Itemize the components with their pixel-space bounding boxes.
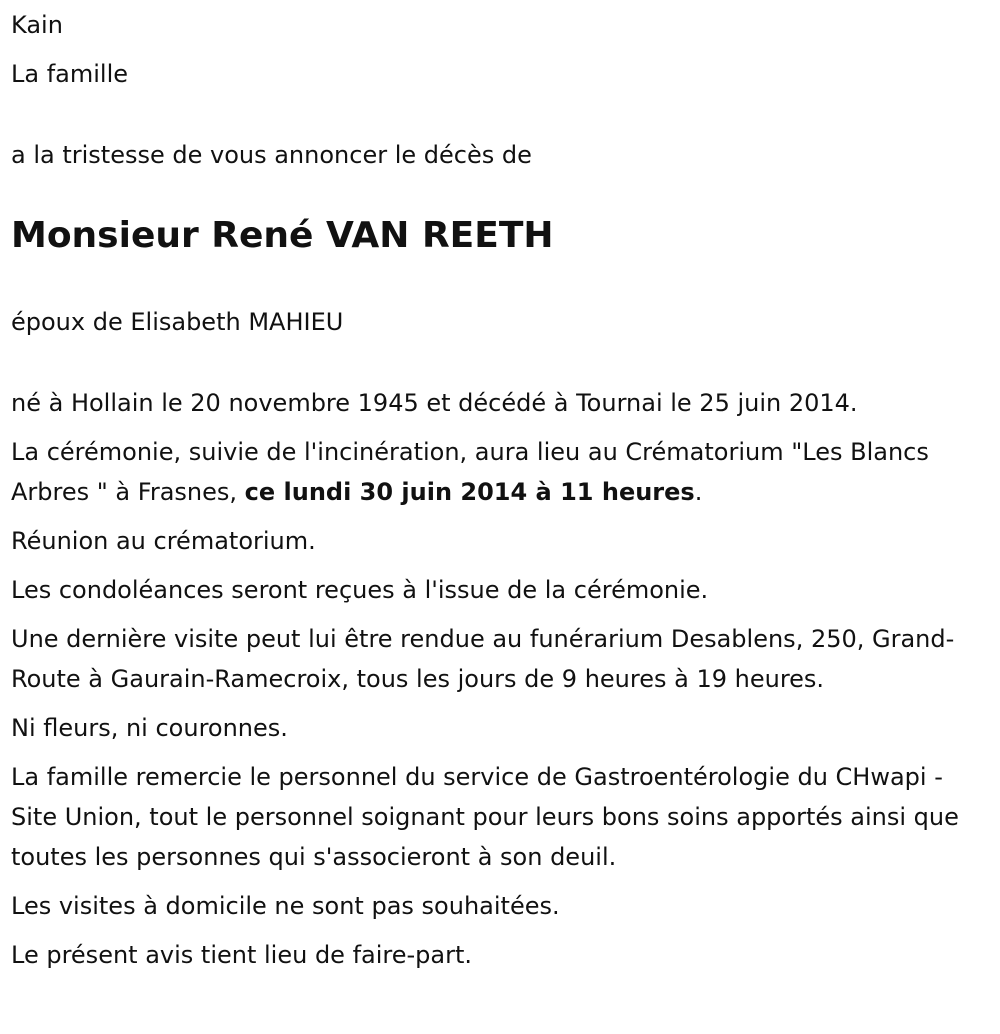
family-heading: La famille (11, 60, 129, 88)
notice-body (11, 383, 986, 984)
intro-text: a la tristesse de vous annoncer le décès de (11, 141, 532, 169)
ceremony-date-time: ce lundi 30 juin 2014 à 11 heures (244, 478, 695, 506)
last-visit-text: Une dernière visite peut lui être rendue au funérarium Desablens, 250, Grand-Route à Gaurain-Ramecroix, tous les jours de 9 heures à 19 heures. (11, 625, 955, 693)
condolences-text: Les condoléances seront reçues à l'issue de la cérémonie. (11, 576, 709, 604)
flowers-text: Ni fleurs, ni couronnes. (11, 714, 288, 742)
spouse-text: époux de Elisabeth MAHIEU (11, 308, 344, 336)
birth-death-text: né à Hollain le 20 novembre 1945 et décédé à Tournai le 25 juin 2014. (11, 389, 858, 417)
ceremony-text (11, 432, 986, 512)
thanks-text: La famille remercie le personnel du service de Gastroentérologie du CHwapi - Site Union, tout le personnel soignant pour leurs bons soins apportés ainsi que toutes les personnes qui s'associeront à son deuil. (11, 763, 959, 871)
ceremony-text-end: . (694, 478, 703, 506)
location-text: Kain (11, 11, 63, 39)
home-visits-text: Les visites à domicile ne sont pas souhaitées. (11, 892, 560, 920)
ceremony-text-start: La cérémonie, suivie de l'incinération, aura lieu au Crématorium "Les Blancs Arbres " à Frasnes, (11, 438, 929, 506)
announcement-text: Le présent avis tient lieu de faire-part. (11, 941, 473, 969)
deceased-name: Monsieur René VAN REETH (11, 215, 554, 256)
meeting-text: Réunion au crématorium. (11, 527, 316, 555)
